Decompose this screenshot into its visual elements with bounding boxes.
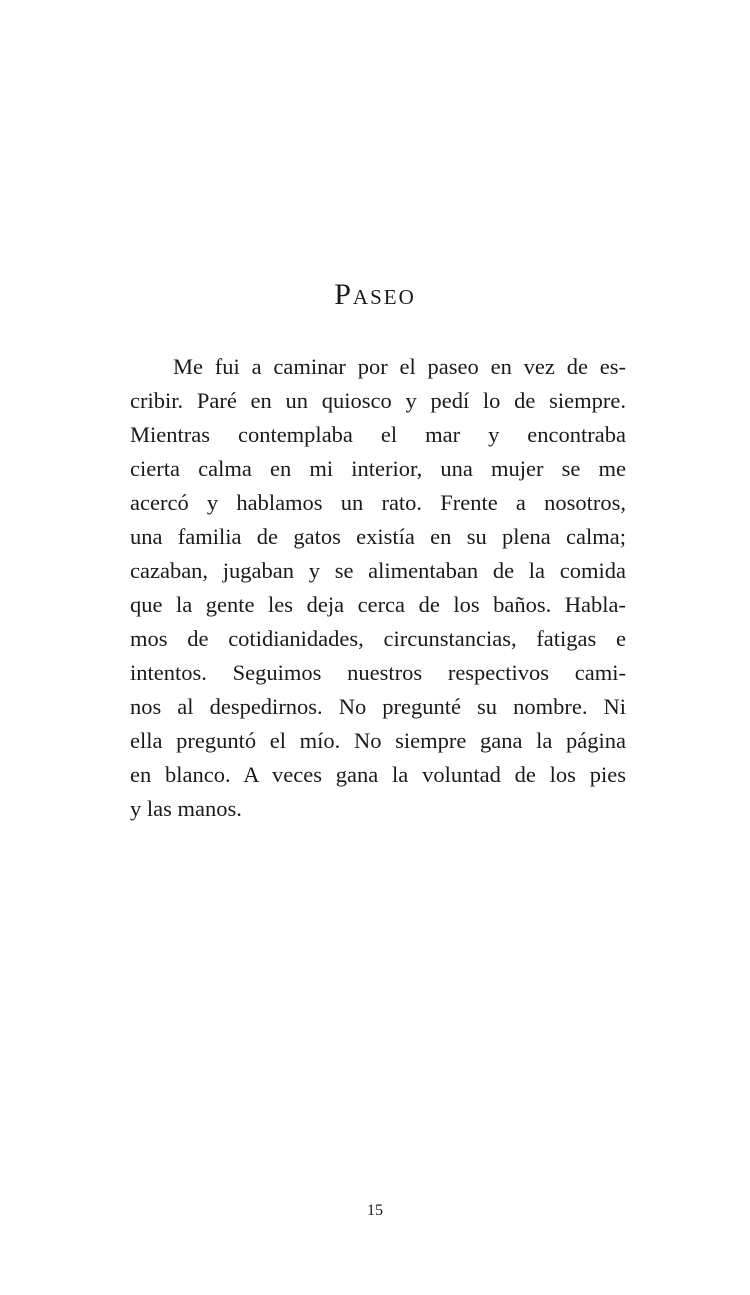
text-line: cazaban, jugaban y se alimentaban de la comida <box>130 558 626 583</box>
text-line: cribir. Paré en un quiosco y pedí lo de siempre. <box>130 388 626 413</box>
text-line: Mientras contemplaba el mar y encontraba <box>130 422 626 447</box>
page-number: 15 <box>367 1202 383 1219</box>
text-line: nos al despedirnos. No pregunté su nombre. Ni <box>130 694 626 719</box>
text-line: ella preguntó el mío. No siempre gana la página <box>130 728 626 753</box>
text-line: en blanco. A veces gana la voluntad de los pies <box>130 762 626 787</box>
text-line: acercó y hablamos un rato. Frente a nosotros, <box>130 490 626 515</box>
text-line: mos de cotidianidades, circunstancias, fatigas e <box>130 626 626 651</box>
text-line: intentos. Seguimos nuestros respectivos cami- <box>130 660 626 685</box>
body-paragraph <box>130 350 626 826</box>
text-line: y las manos. <box>130 796 242 821</box>
text-line: Me fui a caminar por el paseo en vez de es- <box>173 354 626 379</box>
text-line: que la gente les deja cerca de los baños. Habla- <box>130 592 626 617</box>
chapter-title: Paseo <box>334 278 416 311</box>
text-line: una familia de gatos existía en su plena calma; <box>130 524 626 549</box>
text-line: cierta calma en mi interior, una mujer se me <box>130 456 626 481</box>
